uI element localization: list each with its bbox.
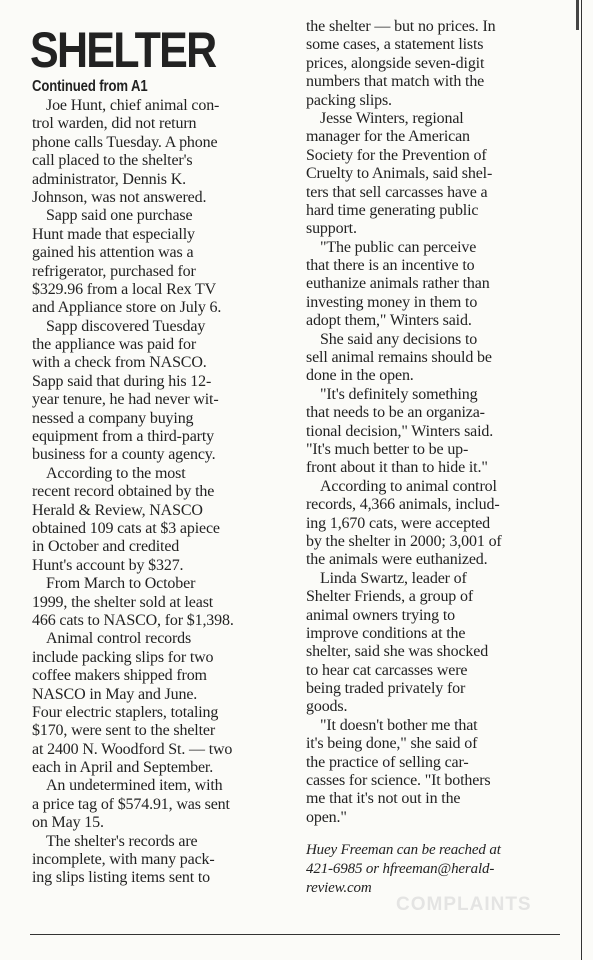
paragraph	[32, 465, 284, 575]
left-column	[32, 18, 284, 888]
text-line: goods.	[306, 698, 348, 716]
text-line: a price tag of $574.91, was sent	[32, 795, 230, 813]
text-line: sell animal remains should be	[306, 349, 492, 367]
text-line: business for a county agency.	[32, 446, 216, 464]
text-line: Joe Hunt, chief animal con-	[46, 97, 220, 114]
text-line: ing 1,670 cats, were accepted	[306, 514, 491, 532]
column-rule-right	[581, 0, 582, 960]
text-line: nessed a company buying	[32, 409, 194, 427]
text-line: and Appliance store on July 6.	[32, 299, 222, 317]
text-line: include packing slips for two	[32, 648, 214, 666]
text-line: 466 cats to NASCO, for $1,398.	[32, 611, 234, 629]
text-line: incomplete, with many pack-	[32, 851, 215, 869]
bottom-rule	[30, 934, 560, 935]
paragraph	[306, 331, 562, 386]
text-line: shelter, said she was shocked	[306, 643, 489, 661]
text-line: Jesse Winters, regional	[320, 109, 464, 127]
paragraph	[32, 777, 284, 832]
text-line: An undetermined item, with	[46, 777, 223, 795]
text-line: in October and credited	[32, 538, 180, 556]
paragraph	[306, 18, 562, 110]
text-line: that there is an incentive to	[306, 257, 475, 275]
text-line: "It doesn't bother me that	[320, 716, 478, 734]
paragraph	[306, 717, 562, 827]
text-line: animal owners trying to	[306, 606, 455, 624]
text-line: numbers that match with the	[306, 73, 485, 91]
text-line: refrigerator, purchased for	[32, 262, 196, 280]
paragraph	[306, 110, 562, 239]
right-column-body	[306, 18, 562, 827]
text-line: NASCO in May and June.	[32, 685, 198, 703]
continued-from-label: Continued from A1	[32, 78, 148, 95]
text-line: Hunt's account by $327.	[32, 556, 184, 574]
text-line: Sapp said one purchase	[46, 207, 193, 225]
text-line: ters that sell carcasses have a	[306, 183, 488, 201]
text-line: $170, were sent to the shelter	[32, 722, 216, 740]
text-line: "It's much better to be up-	[306, 440, 469, 458]
text-line: done in the open.	[306, 367, 414, 385]
text-line: Four electric staplers, totaling	[32, 703, 219, 721]
tagline-line: review.com	[306, 880, 372, 897]
text-line: at 2400 N. Woodford St. — two	[32, 740, 233, 758]
text-line: $329.96 from a local Rex TV	[32, 280, 217, 298]
text-line: each in April and September.	[32, 759, 214, 777]
text-line: casses for science. "It bothers	[306, 772, 491, 790]
text-line: on May 15.	[32, 814, 104, 832]
text-line: phone calls Tuesday. A phone	[32, 133, 218, 151]
text-line: trol warden, did not return	[32, 115, 197, 133]
text-line: Society for the Prevention of	[306, 146, 487, 164]
paragraph	[32, 833, 284, 888]
text-line: coffee makers shipped from	[32, 667, 207, 685]
text-line: manager for the American	[306, 128, 470, 146]
text-line: 1999, the shelter sold at least	[32, 593, 214, 611]
text-line: equipment from a third-party	[32, 428, 214, 446]
text-line: by the shelter in 2000; 3,001 of	[306, 532, 502, 550]
text-line: Sapp said that during his 12-	[32, 372, 212, 390]
text-line: "It's definitely something	[320, 385, 478, 403]
text-line: the animals were euthanized.	[306, 551, 488, 569]
text-line: that needs to be an organiza-	[306, 404, 485, 422]
text-line: Animal control records	[46, 630, 192, 648]
text-line: adopt them," Winters said.	[306, 312, 472, 330]
paragraph	[32, 630, 284, 777]
text-line: year tenure, he had never wit-	[32, 391, 219, 409]
text-line: prices, alongside seven-digit	[306, 54, 485, 72]
text-line: Hunt made that especially	[32, 225, 195, 243]
article-headline: SHELTER	[30, 22, 216, 78]
text-line: recent record obtained by the	[32, 483, 215, 501]
text-line: ing slips listing items sent to	[32, 869, 211, 887]
right-column	[306, 18, 562, 898]
paragraph	[306, 478, 562, 570]
paragraph	[306, 570, 562, 717]
text-line: investing money in them to	[306, 293, 478, 311]
text-line: According to animal control	[320, 477, 497, 495]
column-rule-top	[576, 0, 579, 30]
text-line: records, 4,366 animals, includ-	[306, 496, 500, 514]
text-line: to hear cat carcasses were	[306, 661, 468, 679]
text-line: call placed to the shelter's	[32, 152, 193, 170]
text-line: with a check from NASCO.	[32, 354, 207, 372]
text-line: "The public can perceive	[320, 238, 477, 256]
text-line: She said any decisions to	[320, 330, 478, 348]
text-line: hard time generating public	[306, 201, 479, 219]
text-line: being traded privately for	[306, 680, 466, 698]
text-line: front about it than to hide it."	[306, 459, 488, 477]
text-line: improve conditions at the	[306, 624, 466, 642]
text-line: the shelter — but no prices. In	[306, 18, 496, 35]
text-line: packing slips.	[306, 91, 392, 109]
text-line: me that it's not out in the	[306, 790, 461, 808]
paragraph	[306, 386, 562, 478]
text-line: Linda Swartz, leader of	[320, 569, 467, 587]
left-column-body	[32, 97, 284, 888]
watermark: COMPLAINTS	[396, 894, 532, 915]
text-line: Sapp discovered Tuesday	[46, 317, 206, 335]
text-line: Shelter Friends, a group of	[306, 588, 474, 606]
tagline-line: 421-6985 or hfreeman@herald-	[306, 861, 495, 878]
text-line: gained his attention was a	[32, 244, 194, 262]
text-line: Herald & Review, NASCO	[32, 501, 203, 519]
text-line: open."	[306, 808, 347, 826]
text-line: the practice of selling car-	[306, 753, 469, 771]
paragraph	[32, 318, 284, 465]
text-line: it's being done," she said of	[306, 735, 478, 753]
text-line: The shelter's records are	[46, 832, 198, 850]
text-line: some cases, a statement lists	[306, 36, 484, 54]
text-line: Johnson, was not answered.	[32, 188, 207, 206]
text-line: tional decision," Winters said.	[306, 422, 494, 440]
text-line: euthanize animals rather than	[306, 275, 490, 293]
paragraph	[306, 239, 562, 331]
paragraph	[32, 97, 284, 207]
paragraph	[32, 207, 284, 317]
text-line: According to the most	[46, 464, 186, 482]
author-tagline	[306, 841, 562, 898]
text-line: Cruelty to Animals, said shel-	[306, 165, 493, 183]
paragraph	[32, 575, 284, 630]
text-line: obtained 109 cats at $3 apiece	[32, 519, 220, 537]
tagline-line: Huey Freeman can be reached at	[306, 842, 501, 859]
text-line: support.	[306, 220, 357, 238]
text-line: From March to October	[46, 575, 196, 593]
text-line: the appliance was paid for	[32, 336, 197, 354]
text-line: administrator, Dennis K.	[32, 170, 186, 188]
